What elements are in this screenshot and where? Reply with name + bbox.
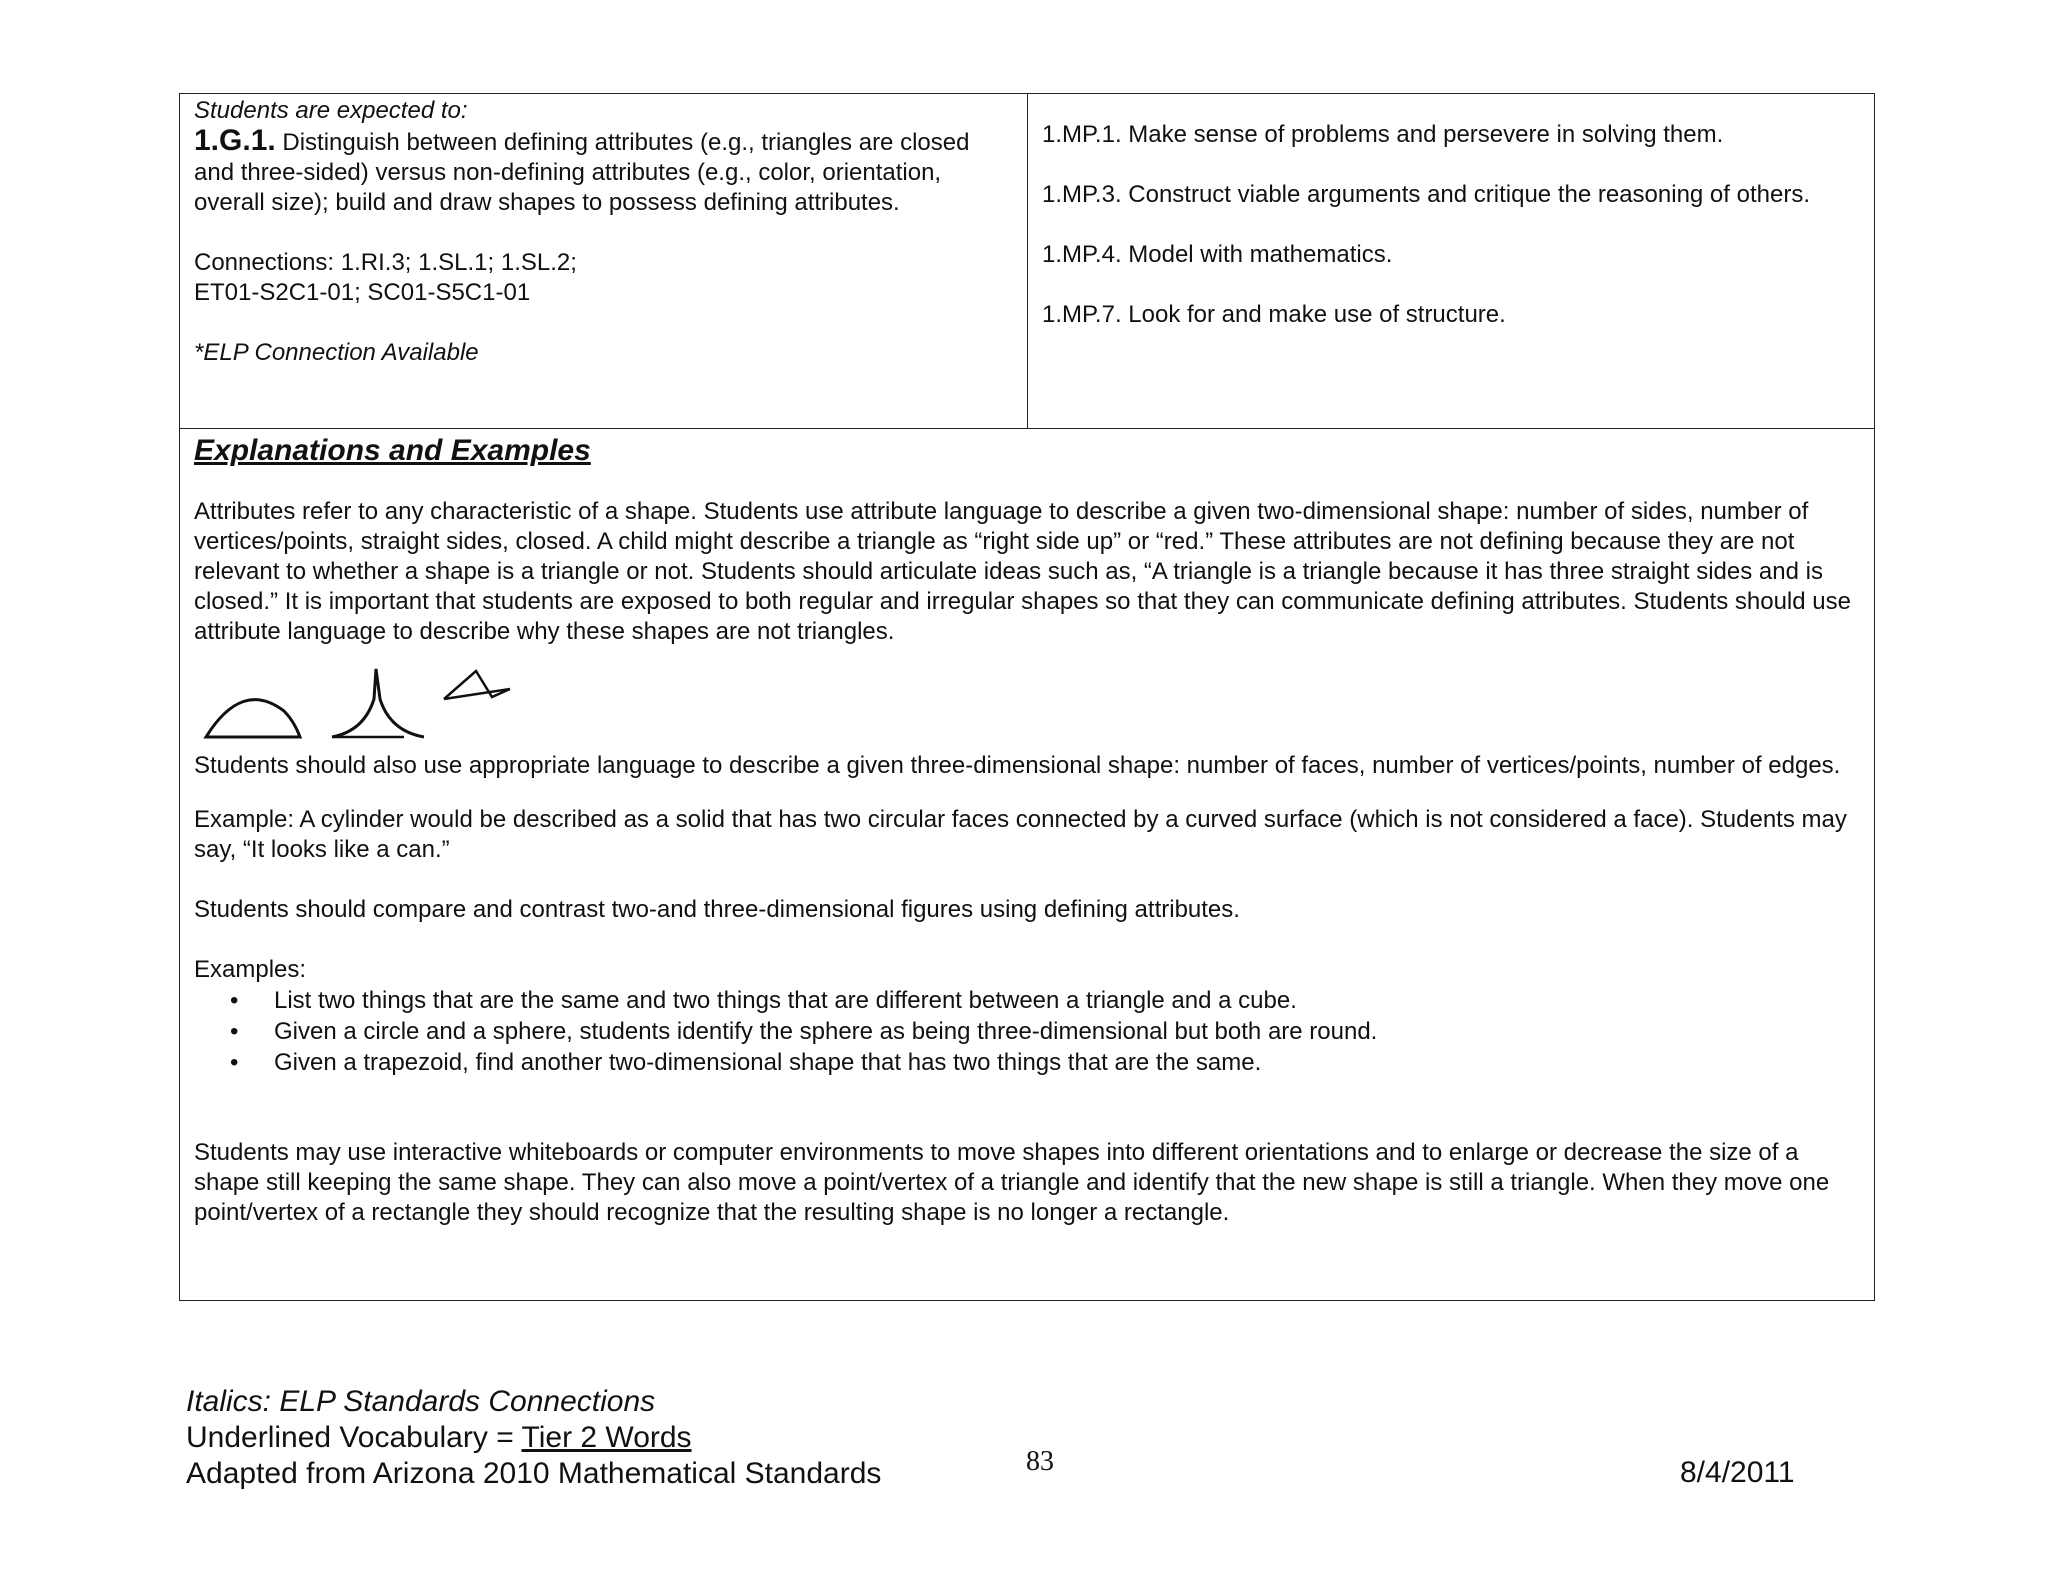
list-item: • Given a trapezoid, find another two-dimensional shape that has two things that are the same. — [274, 1047, 1860, 1078]
explanation-paragraph-1: Attributes refer to any characteristic of a shape. Students use attribute language to describe a given two-dimensional shape: number of sides, number of vertices/points, straight sides, closed. A child might describe a triangle as “right side up” or “red.” These attributes are not defining because they are not relevant to whether a shape is a triangle or not. Students should articulate ideas such as, “A triangle is a triangle because it has three straight sides and is closed.” It is important that students are exposed to both regular and irregular shapes so that they can communicate defining attributes. Students should use attribute language to describe why these shapes are not triangles. — [194, 498, 1851, 645]
footer-notes — [186, 1384, 881, 1492]
footer-vocabulary-note — [186, 1420, 881, 1456]
explanations-heading: Explanations and Examples — [194, 434, 591, 467]
curved-shape-drawing — [206, 700, 300, 737]
footer-italics-note: Italics: ELP Standards Connections — [186, 1385, 656, 1418]
list-item: • List two things that are the same and two things that are different between a triangle and a cube. — [274, 985, 1860, 1016]
examples-list — [194, 985, 1860, 1078]
practices-cell — [1028, 94, 1876, 428]
footer-vocabulary-prefix: Underlined Vocabulary = — [186, 1421, 522, 1454]
standard-description — [194, 126, 1013, 218]
explanation-paragraph-2: Students should also use appropriate language to describe a given three-dimensional shape: number of faces, number of vertices/points, number of edges. — [194, 752, 1841, 779]
explanation-paragraph-3: Example: A cylinder would be described as a solid that has two circular faces connected by a curved surface (which is not considered a face). Students may say, “It looks like a can.” — [194, 806, 1847, 863]
practice-item: 1.MP.1. Make sense of problems and persevere in solving them. — [1042, 121, 1724, 148]
standard-cell — [180, 94, 1028, 428]
connections-line-2: ET01-S2C1-01; SC01-S5C1-01 — [194, 279, 531, 306]
standard-row — [180, 94, 1874, 429]
document-date: 8/4/2011 — [1680, 1456, 1795, 1489]
connections-line-1: Connections: 1.RI.3; 1.SL.1; 1.SL.2; — [194, 249, 577, 276]
elp-connection-note: *ELP Connection Available — [194, 339, 479, 366]
explanations-row — [180, 429, 1874, 1302]
examples-label: Examples: — [194, 956, 307, 983]
non-triangle-shapes — [194, 659, 1860, 751]
explanation-paragraph-4: Students should compare and contrast two-and three-dimensional figures using defining attributes. — [194, 896, 1240, 923]
page-number: 83 — [1026, 1446, 1054, 1477]
list-item: • Given a circle and a sphere, students identify the sphere as being three-dimensional but both are round. — [274, 1016, 1860, 1047]
non-triangle-shapes-drawing — [194, 659, 594, 751]
concave-shape-drawing — [332, 669, 424, 737]
standards-table — [179, 93, 1875, 1301]
practice-item: 1.MP.4. Model with mathematics. — [1042, 241, 1393, 268]
practice-item: 1.MP.3. Construct viable arguments and critique the reasoning of others. — [1042, 181, 1810, 208]
standard-intro: Students are expected to: — [194, 97, 468, 124]
explanation-paragraph-5: Students may use interactive whiteboards or computer environments to move shapes into different orientations and to enlarge or decrease the size of a shape still keeping the same shape. They can also move a point/vertex of a triangle and identify that the new shape is still a triangle. When they move one point/vertex of a rectangle they should recognize that the resulting shape is no longer a rectangle. — [194, 1139, 1830, 1226]
footer-source-note: Adapted from Arizona 2010 Mathematical Standards — [186, 1457, 882, 1490]
practice-item: 1.MP.7. Look for and make use of structure. — [1042, 301, 1506, 328]
standard-code: 1.G.1. — [194, 124, 276, 157]
footer-tier2-words: Tier 2 Words — [521, 1421, 692, 1454]
standard-text: Distinguish between defining attributes (e.g., triangles are closed and three-sided) versus non-defining attributes (e.g., color, orientation, overall size); build and draw shapes to possess defining attributes. — [194, 129, 970, 216]
